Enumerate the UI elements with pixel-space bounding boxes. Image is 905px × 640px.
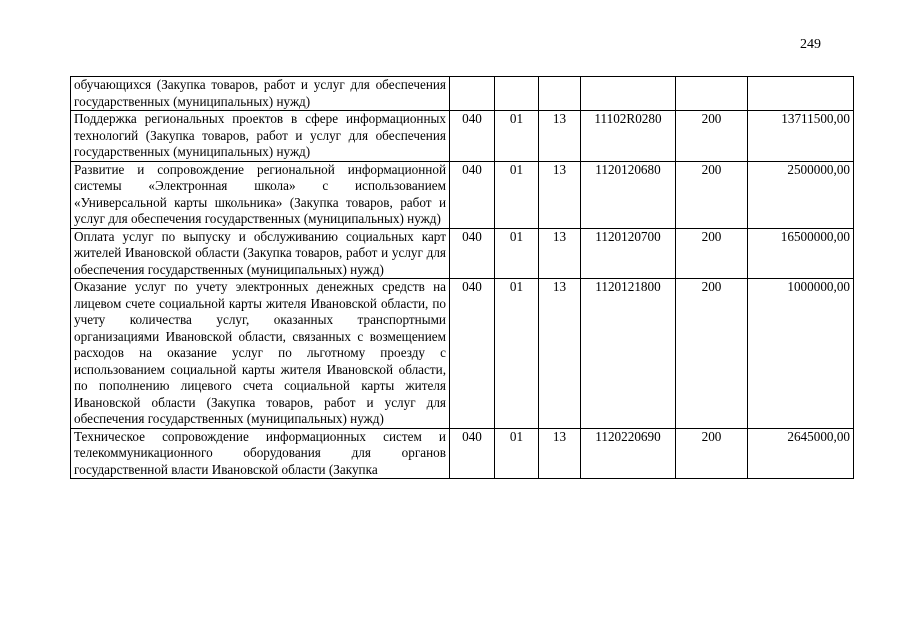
subsection-code: 13 [539, 111, 581, 162]
target-article-code: 11102R0280 [581, 111, 676, 162]
amount: 2645000,00 [748, 428, 854, 479]
target-article-code: 1120220690 [581, 428, 676, 479]
expense-type-code: 200 [676, 228, 748, 279]
expense-type-code: 200 [676, 161, 748, 228]
department-code [450, 77, 495, 111]
page-number: 249 [800, 37, 821, 52]
amount: 13711500,00 [748, 111, 854, 162]
row-description: Развитие и сопровождение региональной информационной системы «Электронная школа» с использованием «Универсальной карты школьника» (Закупка товаров, работ и услуг для обеспечения государственных (муниципальных) нужд) [71, 161, 450, 228]
section-code: 01 [495, 111, 539, 162]
table-row [71, 428, 854, 479]
table-row [71, 279, 854, 429]
section-code: 01 [495, 428, 539, 479]
table-row [71, 77, 854, 111]
department-code: 040 [450, 161, 495, 228]
department-code: 040 [450, 428, 495, 479]
target-article-code: 1120120700 [581, 228, 676, 279]
expense-type-code: 200 [676, 279, 748, 429]
expense-type-code: 200 [676, 111, 748, 162]
amount: 2500000,00 [748, 161, 854, 228]
table-row [71, 228, 854, 279]
amount [748, 77, 854, 111]
subsection-code [539, 77, 581, 111]
row-description: Оказание услуг по учету электронных денежных средств на лицевом счете социальной карты жителя Ивановской области, по учету количества услуг, оказанных транспортными организациями Ивановской области, связанных с возмещением расходов на оказание услуг по льготному проезду с использованием социальной карты жителя Ивановской области, по пополнению лицевого счета социальной карты жителя Ивановской области (Закупка товаров, работ и услуг для обеспечения государственных (муниципальных) нужд) [71, 279, 450, 429]
subsection-code: 13 [539, 279, 581, 429]
row-description: Поддержка региональных проектов в сфере информационных технологий (Закупка товаров, работ и услуг для обеспечения государственных (муниципальных) нужд) [71, 111, 450, 162]
department-code: 040 [450, 111, 495, 162]
subsection-code: 13 [539, 228, 581, 279]
department-code: 040 [450, 228, 495, 279]
table-row [71, 111, 854, 162]
expense-type-code: 200 [676, 428, 748, 479]
amount: 1000000,00 [748, 279, 854, 429]
row-description: обучающихся (Закупка товаров, работ и услуг для обеспечения государственных (муниципальных) нужд) [71, 77, 450, 111]
section-code: 01 [495, 279, 539, 429]
section-code: 01 [495, 228, 539, 279]
row-description: Оплата услуг по выпуску и обслуживанию социальных карт жителей Ивановской области (Закупка товаров, работ и услуг для обеспечения государственных (муниципальных) нужд) [71, 228, 450, 279]
amount: 16500000,00 [748, 228, 854, 279]
budget-table [70, 76, 854, 479]
target-article-code: 1120121800 [581, 279, 676, 429]
department-code: 040 [450, 279, 495, 429]
target-article-code [581, 77, 676, 111]
row-description: Техническое сопровождение информационных систем и телекоммуникационного оборудования для органов государственной власти Ивановской области (Закупка [71, 428, 450, 479]
expense-type-code [676, 77, 748, 111]
section-code: 01 [495, 161, 539, 228]
subsection-code: 13 [539, 428, 581, 479]
target-article-code: 1120120680 [581, 161, 676, 228]
section-code [495, 77, 539, 111]
subsection-code: 13 [539, 161, 581, 228]
table-row [71, 161, 854, 228]
